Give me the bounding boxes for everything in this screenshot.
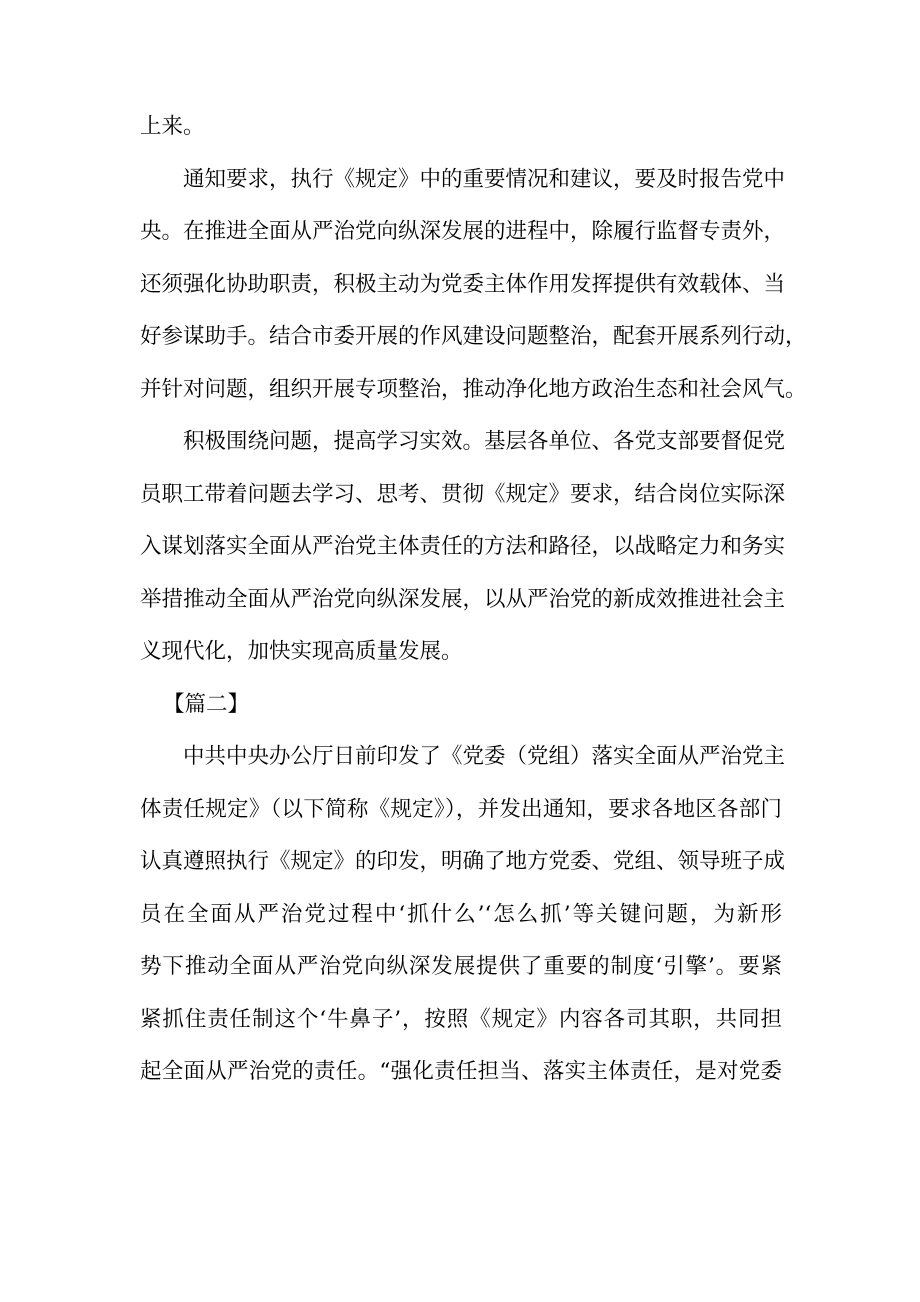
text-line: 认真遵照执行《规定》的印发，明确了地方党委、党组、领导班子成 bbox=[140, 849, 786, 874]
text-line: 势下推动全面从严治党向纵深发展提供了重要的制度‘引擎’。要紧 bbox=[140, 954, 782, 979]
text-line: 并针对问题，组织开展专项整治，推动净化地方政治生态和社会风气。 bbox=[140, 376, 807, 402]
text-line: 员在全面从严治党过程中‘抓什么’‘怎么抓’等关键问题，为新形 bbox=[140, 901, 782, 927]
paragraph-first-line: 通知要求，执行《规定》中的重要情况和建议，要及时报告党中 bbox=[183, 166, 786, 192]
paragraph-first-line: 积极围绕问题，提高学习实效。基层各单位、各党支部要督促党 bbox=[183, 429, 786, 454]
text-line: 紧抓住责任制这个‘牛鼻子’，按照《规定》内容各司其职，共同担 bbox=[140, 1006, 782, 1032]
text-line: 起全面从严治党的责任。“强化责任担当、落实主体责任，是对党委 bbox=[140, 1059, 782, 1084]
text-line: 上来。 bbox=[140, 114, 205, 139]
paragraph-first-line: 中共中央办公厅日前印发了《党委（党组）落实全面从严治党主 bbox=[183, 744, 786, 769]
text-line: 义现代化，加快实现高质量发展。 bbox=[140, 639, 463, 664]
text-line: 员职工带着问题去学习、思考、贯彻《规定》要求，结合岗位实际深 bbox=[140, 481, 786, 507]
text-line: 还须强化协助职责，积极主动为党委主体作用发挥提供有效载体、当 bbox=[140, 271, 786, 297]
document-page bbox=[140, 101, 807, 1099]
text-line: 好参谋助手。结合市委开展的作风建设问题整治，配套开展系列行动， bbox=[140, 324, 807, 349]
text-line: 举措推动全面从严治党向纵深发展，以从严治党的新成效推进社会主 bbox=[140, 586, 786, 612]
text-line: 体责任规定》（以下简称《规定》），并发出通知，要求各地区各部门 bbox=[140, 796, 782, 822]
text-line: 入谋划落实全面从严治党主体责任的方法和路径，以战略定力和务实 bbox=[140, 534, 786, 559]
section-heading: 【篇二】 bbox=[163, 691, 250, 717]
text-line: 央。在推进全面从严治党向纵深发展的进程中，除履行监督专责外， bbox=[140, 219, 786, 244]
